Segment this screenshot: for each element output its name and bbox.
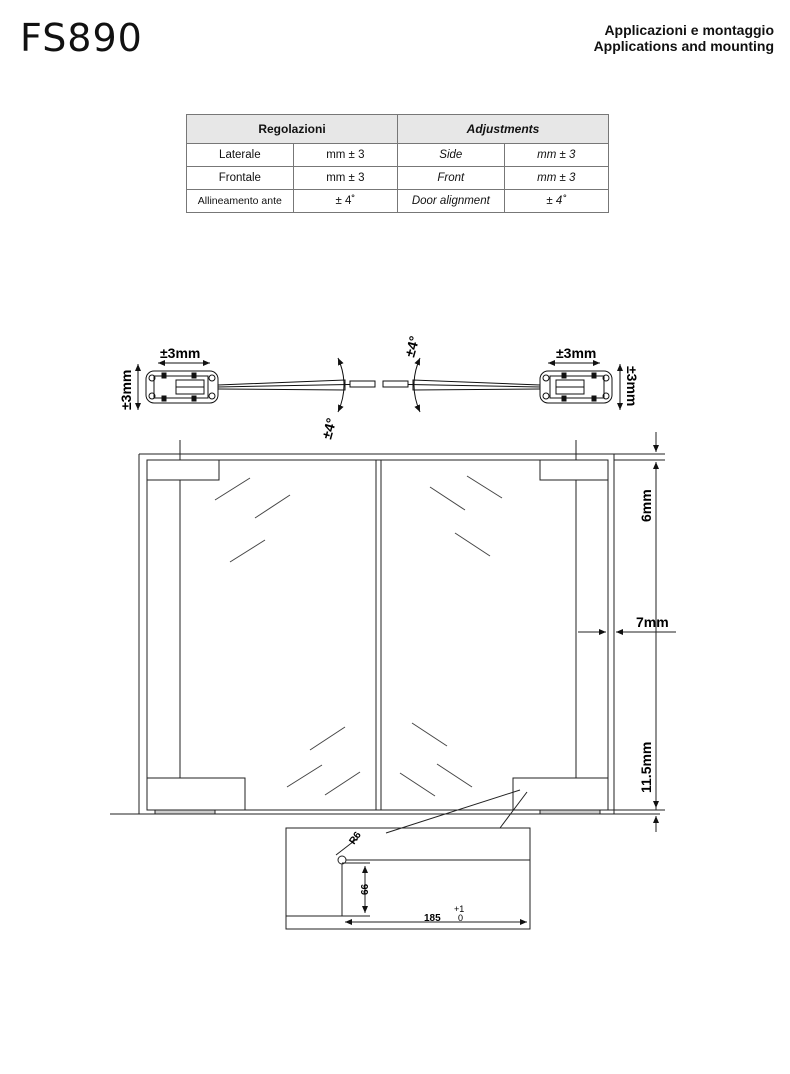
angle-label-bottom: ±4°	[318, 416, 340, 441]
dimension-7mm: 7mm	[636, 614, 669, 630]
dimension-lines	[578, 432, 676, 832]
notch-detail	[286, 790, 530, 929]
heading-italian: Applicazioni e montaggio	[604, 22, 774, 38]
cell-it-value: ± 4˚	[293, 190, 397, 213]
right-hinge-plan	[540, 371, 612, 403]
detail-width: 185	[424, 913, 441, 924]
dimension-11-5mm: 11.5mm	[638, 741, 654, 793]
detail-height: 66	[360, 883, 371, 895]
left-hinge-plan	[146, 371, 218, 403]
lateral-label-left: ±3mm	[160, 345, 201, 361]
header-adjustments: Adjustments	[398, 115, 609, 144]
cell-en-label: Door alignment	[398, 190, 505, 213]
cell-en-value: ± 4˚	[504, 190, 608, 213]
cell-it-label: Allineamento ante	[187, 190, 294, 213]
angle-label-top: ±4°	[401, 334, 423, 359]
plan-view	[138, 358, 620, 412]
detail-tolerance-upper: +1	[454, 904, 465, 914]
cell-it-value: mm ± 3	[293, 167, 397, 190]
glass-reflections	[215, 476, 502, 796]
front-label-left: ±3mm	[118, 369, 134, 410]
detail-radius: R6	[347, 829, 364, 847]
front-elevation	[110, 440, 660, 814]
cell-en-value: mm ± 3	[504, 167, 608, 190]
cell-it-value: mm ± 3	[293, 144, 397, 167]
cell-en-label: Side	[398, 144, 505, 167]
lateral-label-right: ±3mm	[556, 345, 597, 361]
dimension-6mm: 6mm	[638, 489, 654, 522]
cell-en-label: Front	[398, 167, 505, 190]
heading-english: Applications and mounting	[593, 38, 774, 54]
front-label-right: ±3mm	[624, 366, 640, 407]
header-regolazioni: Regolazioni	[187, 115, 398, 144]
page-title: FS890	[20, 16, 143, 60]
cell-en-value: mm ± 3	[504, 144, 608, 167]
cell-it-label: Frontale	[187, 167, 294, 190]
detail-tolerance-lower: 0	[458, 913, 464, 923]
cell-it-label: Laterale	[187, 144, 294, 167]
